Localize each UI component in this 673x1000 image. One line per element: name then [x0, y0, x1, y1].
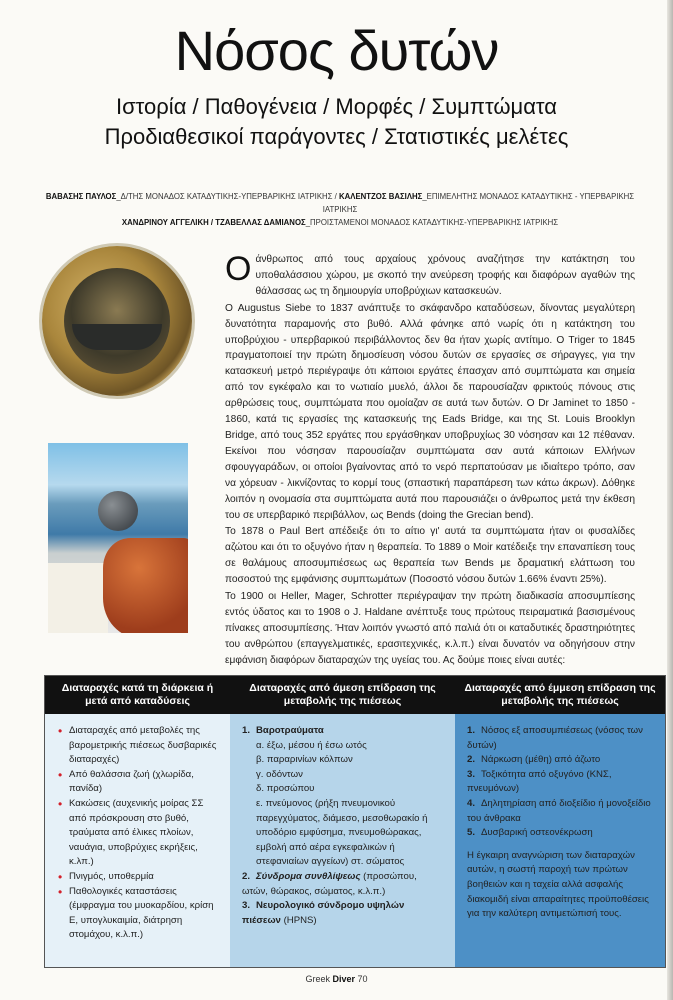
disorders-table [44, 675, 666, 968]
drop-cap: Ο [225, 250, 252, 288]
bronze-medallion-image [42, 246, 192, 396]
article-subtitle-line-1: Ιστορία / Παθογένεια / Μορφές / Συμπτώματα [115, 94, 558, 119]
column-header: Διαταραχές από έμμεση επίδραση της μεταβολής της πιέσεως [455, 676, 665, 714]
author-credits [40, 190, 640, 229]
list-item: 1. Νόσος εξ αποσυμπιέσεως (νόσος των δυτών) [467, 725, 643, 751]
list-subitem: γ. οδόντων [256, 768, 303, 780]
author-role: _ΠΡΟΙΣΤΑΜΕΝΟΙ ΜΟΝΑΔΟΣ ΚΑΤΑΔΥΤΙΚΗΣ-ΥΠΕΡΒΑΡΙΚΗΣ ΙΑΤΡΙΚΗΣ [305, 218, 559, 227]
list-item: 1. Βαροτραύματα [242, 725, 324, 736]
list-item: 5. Δυσβαρική οστεονέκρωση [467, 827, 593, 839]
list-subitem: δ. προσώπου [256, 783, 315, 795]
paragraph: Το 1900 οι Heller, Mager, Schrotter περιέγραψαν την πρώτη διαδικασία αποσυμπίεσης εντός ύδατος και το 1908 ο J. Haldane ανέπτυξε τους πρώτους πειραματικά βασισμένους πίνακες αποσυμπίεσης. Ήταν λοιπόν γνωστό από παλιά ότι οι καταδυτικές δραστηριότητες του ανθρώπου (επαγγελματικές, ερασιτεχνικές, κ.λ.π.) είναι δυνατόν να οδηγήσουν στην εμφάνιση διαφόρων διαταραχών της υγείας του. Ας δούμε ποιες είναι αυτές: [225, 591, 635, 666]
paragraph: Ο Augustus Siebe το 1837 ανάπτυξε το σκάφανδρο καταδύσεων, δίνοντας μεγαλύτερη δυνατότητα παραμονής στο βυθό. Αλλά φάνηκε από νωρίς ότι η κατάκτηση του υποβρύχιου - υπερβαρικού περιβάλλοντος δεν θα ήταν χωρίς αντίτιμο. Ο Triger το 1845 πραγματοποιεί την πρώτη δημοσίευση νόσου δυτών σε εργασίες σε σήραγγες, για την κατασκευή μετρό περιέγραψε ότι κάποιοι εργάτες έπασχαν από συμπτώματα και σημεία από τον εγκέφαλο και το νωτιαίο μυελό, άλλοι δε παρουσίαζαν φρικτούς πόνους στις αρθρώσεις τους, συμπτώματα που ομοίαζαν σε αυτά των δυτών. Ο Dr Jaminet το 1850 - 1860, κατά τις εργασίες της κατασκευής της Eads Bridge, και της St. Louis Brooklyn Bridge, από τους 352 εργάτες που εργάσθηκαν υποβρυχίως 30 νόσησαν και 12 πέθαναν. Εκείνοι που νόσησαν παρουσίαζαν συμπτώματα σαν αυτά κάποιων Ελλήνων σφουγγαράδων, οι οποίοι βγαίνοντας από το νερό περπατούσαν με ιδιαίτερο τρόπο, σαν να χόρευαν - λικνίζοντας το κορμί τους (σπαστική παραπάρεση των κάτω άκρων). Δόθηκε λοιπόν η ονομασία στα συμπτώματα αυτά που παρουσιάζει ο άνθρωπος μετά την έκθεση του σε υπερβαρικό περιβάλλον, ως Bends (doing the Grecian bend). [225, 302, 635, 521]
list-item: 4. Δηλητηρίαση από διοξείδιο ή μονοξείδιο του άνθρακα [467, 797, 651, 824]
list-subitem: ε. πνεύμονος (ρήξη πνευμονικού παρεγχύματος, διάμεσο, μεσοθωρακίο ή υποδόριο εμφύσημα, πνευμοθώρακας, εμβολή από αέρα εγκεφαλικών ή στεφανιαίων αγγείων) στ. σώματος [256, 797, 428, 868]
list-item: • Παθολογικές καταστάσεις (έμφραγμα του μυοκαρδίου, κρίση Ε, υπογλυκαιμία, διάτρηση στομάχου, κ.λ.π.) [69, 885, 220, 943]
list-item: 2. Σύνδρομα συνθλίψεως (προσώπου, ωτών, θώρακος, σώματος, κ.λ.π.) [242, 870, 417, 897]
list-item: • Διαταραχές από μεταβολές της βαρομετρικής πιέσεως δυσβαρικές διαταραχές) [69, 724, 220, 768]
table-column-during-after-dives [45, 676, 230, 967]
magazine-name-bold: Diver [332, 974, 355, 984]
paragraph: Το 1878 ο Paul Bert απέδειξε ότι το αίτιο γι' αυτά τα συμπτώματα ήταν οι φυσαλίδες αζώτου και ότι το οξυγόνο ήταν η θεραπεία. Το 1889 ο Moir κατέδειξε την επαναπίεση τους σε θαλάμους αποσυμπιέσεως ως θεραπεία των Bends με δραματική ελάττωση του ποσοστού της εμφάνισης συμπτωμάτων (Ποσοστό νόσου δυτών 1.66% έναντι 25%). [225, 526, 635, 586]
list-item: 3. Νευρολογικό σύνδρομο υψηλών πιέσεων (HPNS) [242, 900, 405, 926]
author-role: _ΕΠΙΜΕΛΗΤΗΣ ΜΟΝΑΔΟΣ ΚΑΤΑΔΥΤΙΚΗΣ - ΥΠΕΡΒΑΡΙΚΗΣ ΙΑΤΡΙΚΗΣ [322, 192, 635, 214]
article-title: Νόσος δυτών [174, 19, 499, 82]
column-header: Διαταραχές κατά τη διάρκεια ή μετά από καταδύσεις [45, 676, 230, 714]
author-name: ΒΑΒΑΣΗΣ ΠΑΥΛΟΣ [45, 192, 117, 201]
table-column-indirect-pressure [455, 676, 665, 967]
table-note: Η έγκαιρη αναγνώριση των διαταραχών αυτών, η σωστή παροχή των πρώτων βοηθειών και η ταχεία αλλά ασφαλής διακομιδή είναι απαραίτητες προϋποθέσεις για την καλύτερη αντιμετώπισή τους. [467, 849, 649, 920]
article-subtitle-line-2: Προδιαθεσικοί παράγοντες / Στατιστικές μελέτες [104, 124, 569, 149]
list-item: 3. Τοξικότητα από οξυγόνο (ΚΝΣ, πνευμόνων) [467, 768, 612, 795]
author-role: _Δ/ΤΗΣ ΜΟΝΑΔΟΣ ΚΑΤΑΔΥΤΙΚΗΣ-ΥΠΕΡΒΑΡΙΚΗΣ ΙΑΤΡΙΚΗΣ / [116, 192, 339, 201]
list-subitem: α. έξω, μέσου ή έσω ωτός [256, 739, 367, 751]
magazine-name: Greek [305, 974, 333, 984]
paragraph: Ο άνθρωπος από τους αρχαίους χρόνους αναζήτησε την κατάκτηση του υποθαλάσσιου χώρου, με σκοπό την ανεύρεση τροφής και διαφόρων αγαθών της θάλασσας ως τη δημιουργία υποβρύχιων κατασκευών. [225, 250, 635, 297]
list-subitem: β. παραρινίων κόλπων [256, 754, 353, 766]
page-footer [0, 974, 673, 984]
table-column-direct-pressure [230, 676, 455, 967]
column-header: Διαταραχές από άμεση επίδραση της μεταβολής της πιέσεως [230, 676, 455, 714]
list-item: • Πνιγμός, υποθερμία [69, 870, 220, 885]
author-name: ΚΑΛΕΝΤΖΟΣ ΒΑΣΙΛΗΣ [338, 192, 423, 201]
list-item: 2. Νάρκωση (μέθη) από άζωτο [467, 754, 601, 766]
article-body [225, 252, 635, 670]
page-number: 70 [355, 974, 368, 984]
author-name: ΧΑΝΔΡΙΝΟΥ ΑΓΓΕΛΙΚΗ / ΤΖΑΒΕΛΛΑΣ ΔΑΜΙΑΝΟΣ [121, 218, 306, 227]
list-item: • Κακώσεις (αυχενικής μοίρας ΣΣ από πρόσκρουση στο βυθό, τραύματα από έλικες πλοίων, ναυάγια, υποβρύχιες εκρήξεις, κ.λπ.) [69, 797, 220, 870]
list-item: • Από θαλάσσια ζωή (χλωρίδα, πανίδα) [69, 768, 220, 797]
diver-helmet-photo [48, 443, 188, 633]
